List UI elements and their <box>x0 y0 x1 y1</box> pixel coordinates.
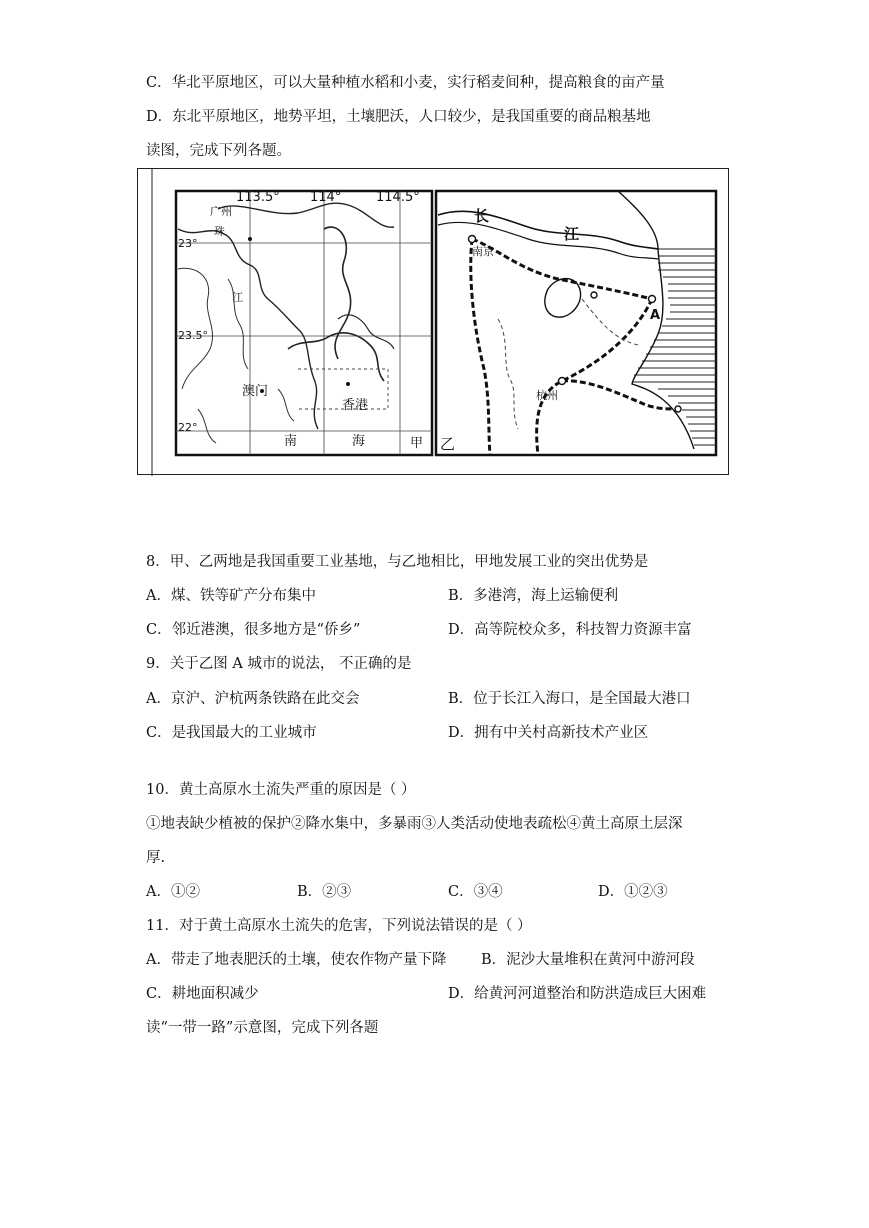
nan-label: 南 <box>284 434 298 449</box>
q11-option-c: C．耕地面积减少 <box>146 986 259 1002</box>
map-figure <box>137 168 729 475</box>
xianggang-label: 香港 <box>342 398 369 413</box>
q8-stem: 8．甲、乙两地是我国重要工业基地，与乙地相比，甲地发展工业的突出优势是 <box>146 554 649 570</box>
option-d-previous: D．东北平原地区，地势平坦，土壤肥沃，人口较少，是我国重要的商品粮基地 <box>146 109 651 125</box>
q9-option-b: B．位于长江入海口，是全国最大港口 <box>448 691 691 707</box>
lon-114-5-label: 114.5° <box>376 190 420 205</box>
q11-option-d: D．给黄河河道整治和防洪造成巨大困难 <box>448 986 707 1002</box>
hangzhou-label: 杭州 <box>536 389 558 402</box>
map-figure-svg <box>138 169 730 476</box>
jia-label: 甲 <box>410 436 424 451</box>
q8-option-a: A．煤、铁等矿产分布集中 <box>146 588 316 604</box>
q10-option-d: D．①②③ <box>598 884 668 900</box>
q10-stem: 10．黄土高原水土流失严重的原因是（ ） <box>146 782 416 798</box>
lon-114-label: 114° <box>310 190 342 205</box>
river-jiang-label: 江 <box>564 225 580 243</box>
q11-option-a: A．带走了地表肥沃的土壤，使农作物产量下降 <box>146 952 447 968</box>
q9-stem: 9．关于乙图 A 城市的说法， 不正确的是 <box>146 656 412 672</box>
hai-label: 海 <box>352 434 366 449</box>
zhu-label: 珠 <box>214 225 225 238</box>
lat-23-5-label: 23.5° <box>178 329 208 342</box>
map-yi <box>436 191 716 455</box>
q8-option-c: C．邻近港澳，很多地方是“侨乡” <box>146 622 361 638</box>
q10-option-c: C．③④ <box>448 884 503 900</box>
q10-option-a: A．①② <box>146 884 200 900</box>
aomen-label: 澳门 <box>242 384 269 399</box>
yi-label: 乙 <box>440 435 456 453</box>
q11-option-b: B．泥沙大量堆积在黄河中游河段 <box>481 952 695 968</box>
option-c-previous: C．华北平原地区，可以大量种植水稻和小麦，实行稻麦间种，提高粮食的亩产量 <box>146 75 665 91</box>
q9-option-d: D．拥有中关村高新技术产业区 <box>448 725 649 741</box>
city-a-label: A <box>650 308 661 323</box>
lat-23-label: 23° <box>178 237 198 250</box>
q8-option-d: D．高等院校众多，科技智力资源丰富 <box>448 622 692 638</box>
q9-option-a: A．京沪、沪杭两条铁路在此交会 <box>146 691 360 707</box>
q9-option-c: C．是我国最大的工业城市 <box>146 725 317 741</box>
lon-113-5-label: 113.5° <box>236 190 280 205</box>
chang-label: 长 <box>474 207 490 225</box>
guangzhou-label: 广州 <box>210 205 232 218</box>
q8-option-b: B．多港湾，海上运输便利 <box>448 588 619 604</box>
q11-stem: 11．对于黄土高原水土流失的危害，下列说法错误的是（ ） <box>146 918 532 934</box>
q10-statements: ①地表缺少植被的保护②降水集中，多暴雨③人类活动使地表疏松④黄土高原土层深 <box>146 816 683 832</box>
q10-option-b: B．②③ <box>297 884 352 900</box>
jiang-label: 江 <box>232 291 243 304</box>
nanjing-label: 南京 <box>472 245 494 258</box>
map-jia <box>176 190 432 455</box>
q10-statements-cont: 厚. <box>146 850 166 866</box>
next-intro: 读“一带一路”示意图，完成下列各题 <box>146 1020 379 1036</box>
figure-intro: 读图，完成下列各题。 <box>146 143 291 159</box>
lat-22-label: 22° <box>178 421 198 434</box>
